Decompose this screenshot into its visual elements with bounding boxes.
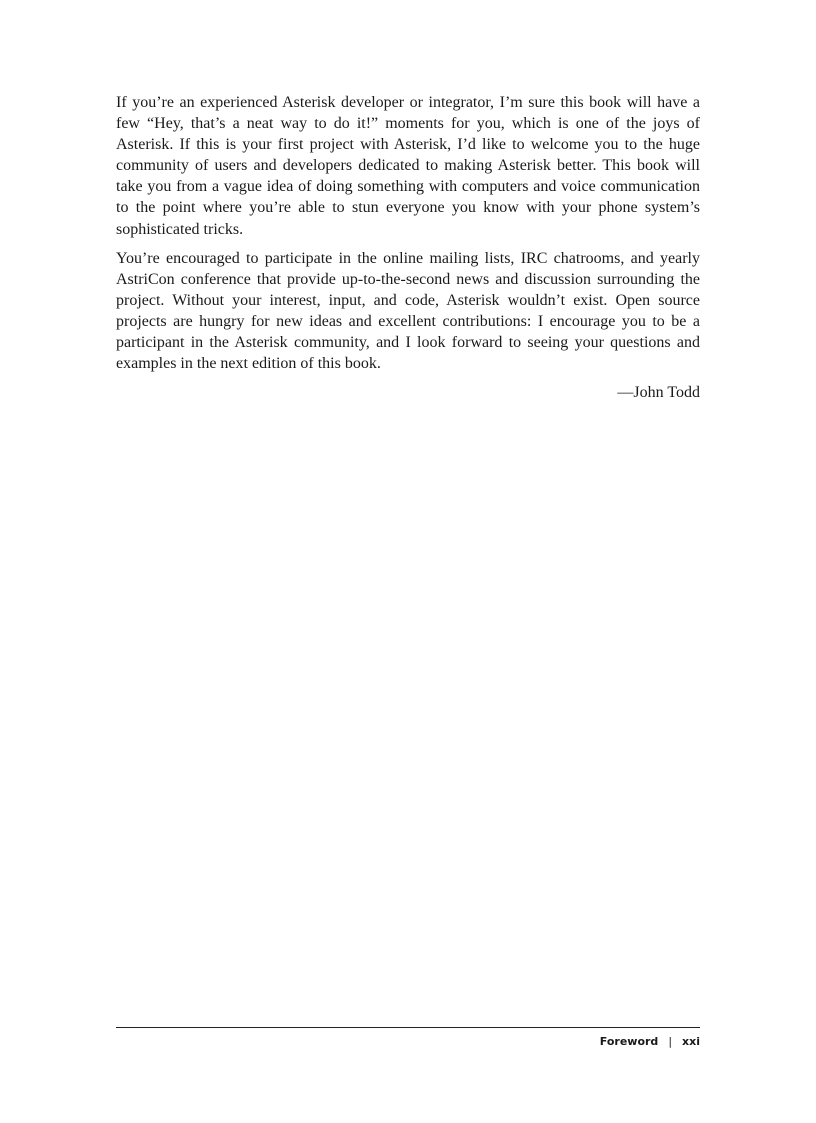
footer-rule — [116, 1027, 700, 1028]
signature: —John Todd — [617, 384, 700, 402]
footer-section-title: Foreword — [599, 1035, 659, 1048]
paragraph-2: You’re encouraged to participate in the online mailing lists, IRC chatrooms, and yearly AstriCon conference that provide up-to-the-second news and discussion surrounding the project. Without your interest, input, and code, Asterisk wouldn’t exist. Open source projects are hungry for new ideas and excellent contributions: I encourage you to be a participant in the Asterisk community, and I look forward to seeing your questions and examples in the next edition of this book. — [116, 249, 700, 373]
page-content — [116, 92, 700, 403]
page-footer — [600, 1035, 700, 1048]
footer-separator: | — [668, 1035, 673, 1048]
paragraph-1: If you’re an experienced Asterisk developer or integrator, I’m sure this book will have a few “Hey, that’s a neat way to do it!” moments for you, which is one of the joys of Asterisk. If this is your first project with Asterisk, I’d like to welcome you to the huge community of users and developers dedicated to making Asterisk better. This book will take you from a vague idea of doing something with computers and voice communication to the point where you’re able to stun everyone you know with your phone system’s sophisticated tricks. — [116, 94, 700, 238]
page-number: xxi — [682, 1035, 700, 1048]
